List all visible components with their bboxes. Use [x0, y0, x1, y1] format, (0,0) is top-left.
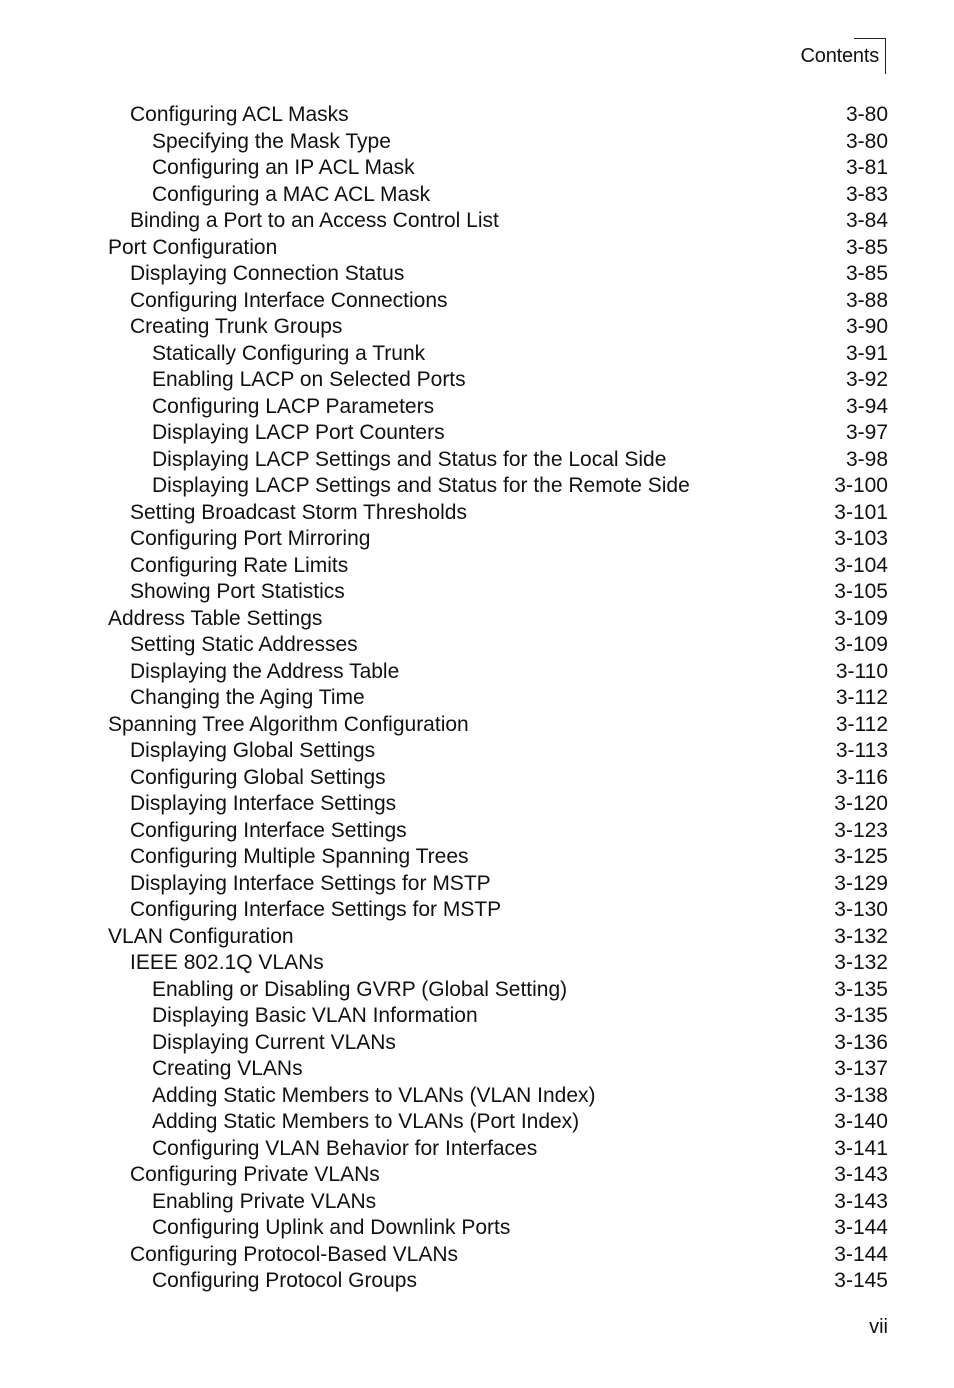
toc-entry-page: 3-105 [834, 580, 888, 604]
toc-entry-title: Adding Static Members to VLANs (VLAN Index) [152, 1083, 596, 1107]
toc-entry-title: Enabling LACP on Selected Ports [152, 368, 466, 392]
toc-entry-page: 3-136 [834, 1030, 888, 1054]
toc-entry[interactable] [108, 526, 888, 553]
toc-entry[interactable] [108, 155, 888, 182]
toc-entry-title: Displaying LACP Settings and Status for the Local Side [152, 447, 667, 471]
toc-entry-page: 3-129 [834, 871, 888, 895]
toc-entry[interactable] [108, 844, 888, 871]
toc-entry[interactable] [108, 659, 888, 686]
toc-entry-title: Displaying Basic VLAN Information [152, 1004, 478, 1028]
toc-entry-page: 3-110 [835, 659, 888, 683]
toc-entry[interactable] [108, 924, 888, 951]
toc-entry-page: 3-144 [834, 1216, 888, 1240]
toc-entry[interactable] [108, 950, 888, 977]
toc-entry-page: 3-91 [845, 341, 888, 365]
toc-entry-page: 3-90 [845, 315, 888, 339]
toc-entry-page: 3-97 [845, 421, 888, 445]
toc-entry-title: Displaying the Address Table [130, 659, 400, 683]
toc-entry[interactable] [108, 553, 888, 580]
toc-entry[interactable] [108, 712, 888, 739]
toc-entry-page: 3-135 [834, 1004, 888, 1028]
toc-entry-page: 3-137 [834, 1057, 888, 1081]
toc-entry-title: Changing the Aging Time [130, 686, 365, 710]
toc-entry-page: 3-104 [834, 553, 888, 577]
toc-entry-title: Configuring Protocol Groups [152, 1269, 417, 1293]
toc-entry-page: 3-80 [845, 103, 888, 127]
toc-entry-title: Enabling or Disabling GVRP (Global Setting) [152, 977, 568, 1001]
toc-entry[interactable] [108, 738, 888, 765]
toc-entry-title: Creating Trunk Groups [130, 315, 343, 339]
toc-entry[interactable] [108, 208, 888, 235]
toc-entry-page: 3-140 [834, 1110, 888, 1134]
toc-entry-page: 3-112 [835, 686, 888, 710]
toc-entry-title: Configuring Global Settings [130, 765, 386, 789]
toc-entry-page: 3-109 [834, 606, 888, 630]
toc-entry-page: 3-83 [845, 182, 888, 206]
toc-entry-page: 3-144 [834, 1242, 888, 1266]
toc-entry-title: Creating VLANs [152, 1057, 303, 1081]
toc-entry-title: Displaying Connection Status [130, 262, 405, 286]
toc-entry-page: 3-132 [834, 924, 888, 948]
toc-entry-page: 3-113 [835, 739, 888, 763]
toc-entry-page: 3-100 [834, 474, 888, 498]
toc-entry[interactable] [108, 1056, 888, 1083]
toc-entry-page: 3-103 [834, 527, 888, 551]
toc-entry[interactable] [108, 1136, 888, 1163]
toc-entry-page: 3-85 [845, 262, 888, 286]
toc-entry[interactable] [108, 897, 888, 924]
toc-entry[interactable] [108, 182, 888, 209]
toc-entry-title: Configuring Interface Settings [130, 818, 407, 842]
toc-entry-page: 3-85 [845, 235, 888, 259]
toc-entry-title: VLAN Configuration [108, 924, 294, 948]
toc-entry-page: 3-101 [834, 500, 888, 524]
table-of-contents [108, 102, 888, 1295]
toc-entry-page: 3-112 [835, 712, 888, 736]
toc-entry[interactable] [108, 977, 888, 1004]
toc-entry-title: Displaying LACP Settings and Status for the Remote Side [152, 474, 690, 498]
toc-entry-title: Adding Static Members to VLANs (Port Index) [152, 1110, 580, 1134]
toc-entry[interactable] [108, 1030, 888, 1057]
running-header [801, 38, 886, 74]
toc-entry-title: Configuring ACL Masks [130, 103, 349, 127]
toc-entry-title: Address Table Settings [108, 606, 323, 630]
toc-entry[interactable] [108, 341, 888, 368]
toc-entry[interactable] [108, 420, 888, 447]
toc-entry-page: 3-135 [834, 977, 888, 1001]
toc-entry[interactable] [108, 447, 888, 474]
toc-entry-title: Displaying Global Settings [130, 739, 376, 763]
toc-entry-title: Showing Port Statistics [130, 580, 345, 604]
toc-entry-title: Configuring Interface Connections [130, 288, 448, 312]
toc-entry-page: 3-143 [834, 1189, 888, 1213]
toc-entry[interactable] [108, 1189, 888, 1216]
toc-entry-title: Port Configuration [108, 235, 278, 259]
toc-entry[interactable] [108, 102, 888, 129]
toc-entry-title: Configuring Interface Settings for MSTP [130, 898, 502, 922]
toc-entry[interactable] [108, 685, 888, 712]
toc-entry-title: Displaying Interface Settings for MSTP [130, 871, 491, 895]
toc-entry-title: Setting Static Addresses [130, 633, 358, 657]
toc-entry-title: Configuring Multiple Spanning Trees [130, 845, 469, 869]
toc-entry-title: Statically Configuring a Trunk [152, 341, 426, 365]
toc-entry-page: 3-130 [834, 898, 888, 922]
toc-entry[interactable] [108, 473, 888, 500]
toc-entry-page: 3-141 [834, 1136, 888, 1160]
toc-entry-title: Specifying the Mask Type [152, 129, 391, 153]
toc-entry-page: 3-81 [845, 156, 888, 180]
toc-entry[interactable] [108, 632, 888, 659]
page-number: vii [869, 1316, 888, 1338]
toc-entry-page: 3-145 [834, 1269, 888, 1293]
toc-entry-page: 3-109 [834, 633, 888, 657]
toc-entry-title: Binding a Port to an Access Control List [130, 209, 499, 233]
toc-entry[interactable] [108, 606, 888, 633]
toc-entry-page: 3-143 [834, 1163, 888, 1187]
toc-entry[interactable] [108, 1268, 888, 1295]
toc-entry-title: Configuring an IP ACL Mask [152, 156, 415, 180]
toc-entry-title: Configuring Uplink and Downlink Ports [152, 1216, 511, 1240]
toc-entry[interactable] [108, 129, 888, 156]
toc-entry-title: IEEE 802.1Q VLANs [130, 951, 324, 975]
toc-entry-title: Displaying Interface Settings [130, 792, 397, 816]
toc-entry-title: Enabling Private VLANs [152, 1189, 377, 1213]
toc-entry-page: 3-94 [845, 394, 888, 418]
toc-entry-page: 3-123 [834, 818, 888, 842]
toc-entry[interactable] [108, 1109, 888, 1136]
toc-entry-page: 3-98 [845, 447, 888, 471]
toc-entry-page: 3-138 [834, 1083, 888, 1107]
toc-entry-title: Configuring a MAC ACL Mask [152, 182, 431, 206]
toc-entry-title: Setting Broadcast Storm Thresholds [130, 500, 467, 524]
toc-entry-title: Displaying LACP Port Counters [152, 421, 445, 445]
toc-entry-page: 3-88 [845, 288, 888, 312]
toc-entry[interactable] [108, 1083, 888, 1110]
toc-entry[interactable] [108, 818, 888, 845]
toc-entry[interactable] [108, 314, 888, 341]
toc-entry[interactable] [108, 235, 888, 262]
toc-entry[interactable] [108, 394, 888, 421]
toc-entry[interactable] [108, 1003, 888, 1030]
toc-entry-page: 3-116 [835, 765, 888, 789]
toc-entry-title: Displaying Current VLANs [152, 1030, 396, 1054]
toc-entry[interactable] [108, 288, 888, 315]
toc-entry-page: 3-120 [834, 792, 888, 816]
header-section-title: Contents [800, 44, 879, 67]
toc-entry[interactable] [108, 367, 888, 394]
toc-entry-title: Configuring Port Mirroring [130, 527, 371, 551]
toc-entry-page: 3-132 [834, 951, 888, 975]
toc-entry-page: 3-92 [845, 368, 888, 392]
toc-entry[interactable] [108, 500, 888, 527]
toc-entry-title: Spanning Tree Algorithm Configuration [108, 712, 469, 736]
toc-entry[interactable] [108, 579, 888, 606]
toc-entry[interactable] [108, 791, 888, 818]
toc-entry-page: 3-125 [834, 845, 888, 869]
toc-entry-title: Configuring Protocol-Based VLANs [130, 1242, 459, 1266]
toc-entry[interactable] [108, 1162, 888, 1189]
toc-entry[interactable] [108, 871, 888, 898]
toc-entry[interactable] [108, 261, 888, 288]
toc-entry-title: Configuring LACP Parameters [152, 394, 435, 418]
toc-entry-page: 3-84 [845, 209, 888, 233]
toc-entry-title: Configuring VLAN Behavior for Interfaces [152, 1136, 538, 1160]
toc-entry[interactable] [108, 1215, 888, 1242]
toc-entry[interactable] [108, 1242, 888, 1269]
toc-entry[interactable] [108, 765, 888, 792]
toc-entry-page: 3-80 [845, 129, 888, 153]
toc-entry-title: Configuring Rate Limits [130, 553, 349, 577]
toc-entry-title: Configuring Private VLANs [130, 1163, 380, 1187]
